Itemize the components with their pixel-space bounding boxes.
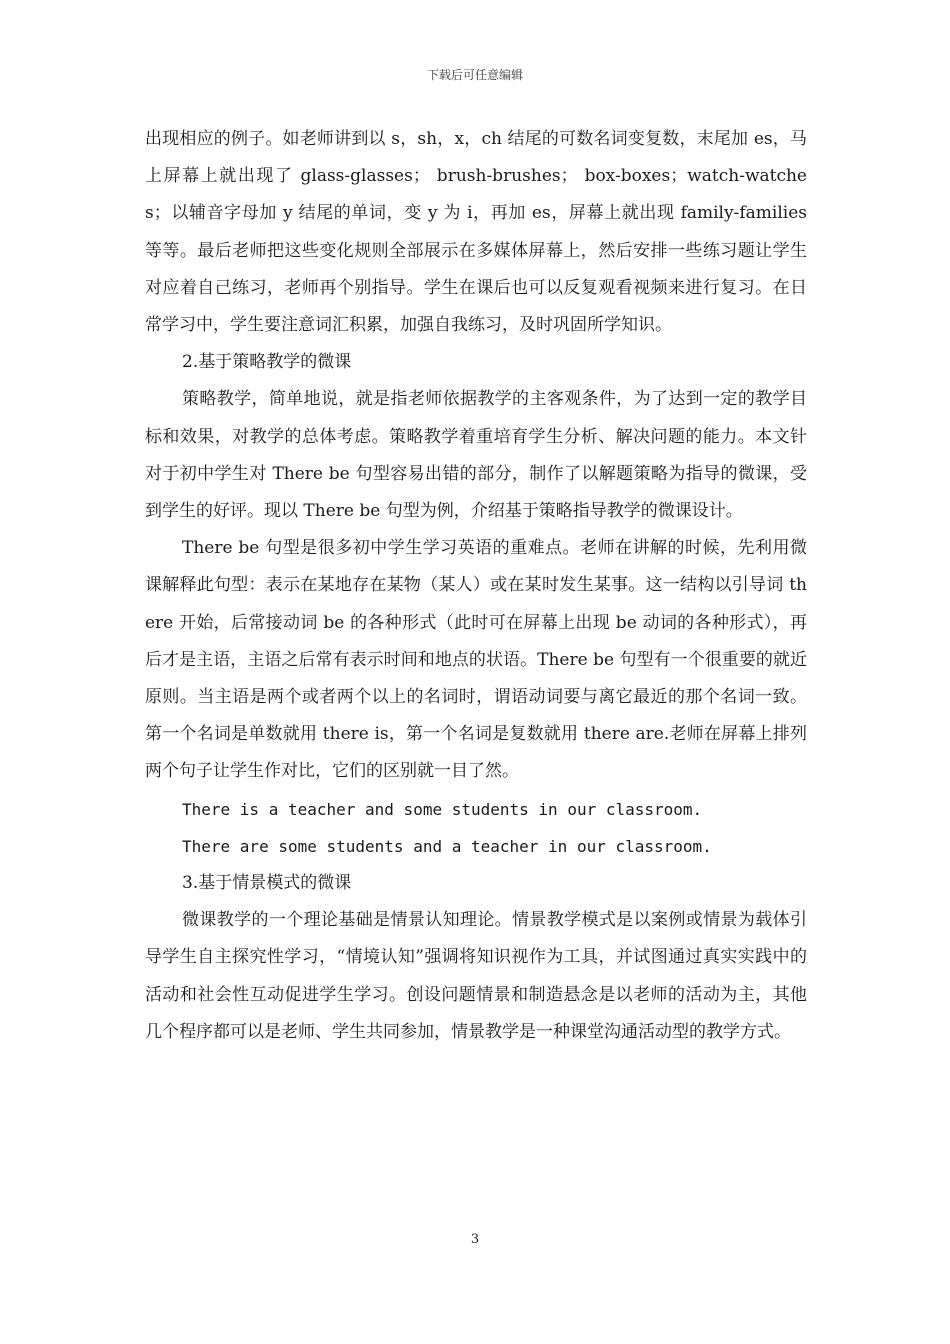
document-body xyxy=(145,121,807,1051)
page-header: 下载后可任意编辑 xyxy=(426,68,523,82)
paragraph-examples-continued: 出现相应的例子。如老师讲到以 s，sh，x，ch 结尾的可数名词变复数，末尾加 es，马上屏幕上就出现了 glass-glasses； brush-brushes； box-boxes；watch-watches；以辅音字母加 y 结尾的单词，变 y 为 i，再加 es，屏幕上就出现 family-families 等等。最后老师把这些变化规则全部展示在多媒体屏幕上，然后安排一些练习题让学生对应着自己练习，老师再个别指导。学生在课后也可以反复观看视频来进行复习。在日常学习中，学生要注意词汇积累，加强自我练习，及时巩固所学知识。 xyxy=(145,129,807,336)
example-sentence-1: There is a teacher and some students in our classroom. xyxy=(182,799,703,819)
paragraph-strategy-teaching: 策略教学，简单地说，就是指老师依据教学的主客观条件，为了达到一定的教学目标和效果，对教学的总体考虑。策略教学着重培育学生分析、解决问题的能力。本文针对于初中学生对 There be 句型容易出错的部分，制作了以解题策略为指导的微课，受到学生的好评。现以 There be 句型为例，介绍基于策略指导教学的微课设计。 xyxy=(145,389,807,522)
paragraph-there-be: There be 句型是很多初中学生学习英语的重难点。老师在讲解的时候，先利用微课解释此句型：表示在某地存在某物（某人）或在某时发生某事。这一结构以引导词 there 开始，后常接动词 be 的各种形式（此时可在屏幕上出现 be 动词的各种形式），再后才是主语，主语之后常有表示时间和地点的状语。There be 句型有一个很重要的就近原则。当主语是两个或者两个以上的名词时，谓语动词要与离它最近的那个名词一致。第一个名词是单数就用 there is，第一个名词是复数就用 there are.老师在屏幕上排列两个句子让学生作对比，它们的区别就一目了然。 xyxy=(145,538,807,782)
paragraph-situational-teaching: 微课教学的一个理论基础是情景认知理论。情景教学模式是以案例或情景为载体引导学生自主探究性学习，“情境认知”强调将知识视作为工具，并试图通过真实实践中的活动和社会性互动促进学生学习。创设问题情景和制造悬念是以老师的活动为主，其他几个程序都可以是老师、学生共同参加，情景教学是一种课堂沟通活动型的教学方式。 xyxy=(145,910,807,1042)
example-sentence-2: There are some students and a teacher in our classroom. xyxy=(182,836,712,856)
page-number: 3 xyxy=(470,1232,480,1247)
section-heading-strategy: 2.基于策略教学的微课 xyxy=(182,352,352,373)
section-heading-situational: 3.基于情景模式的微课 xyxy=(182,873,352,894)
